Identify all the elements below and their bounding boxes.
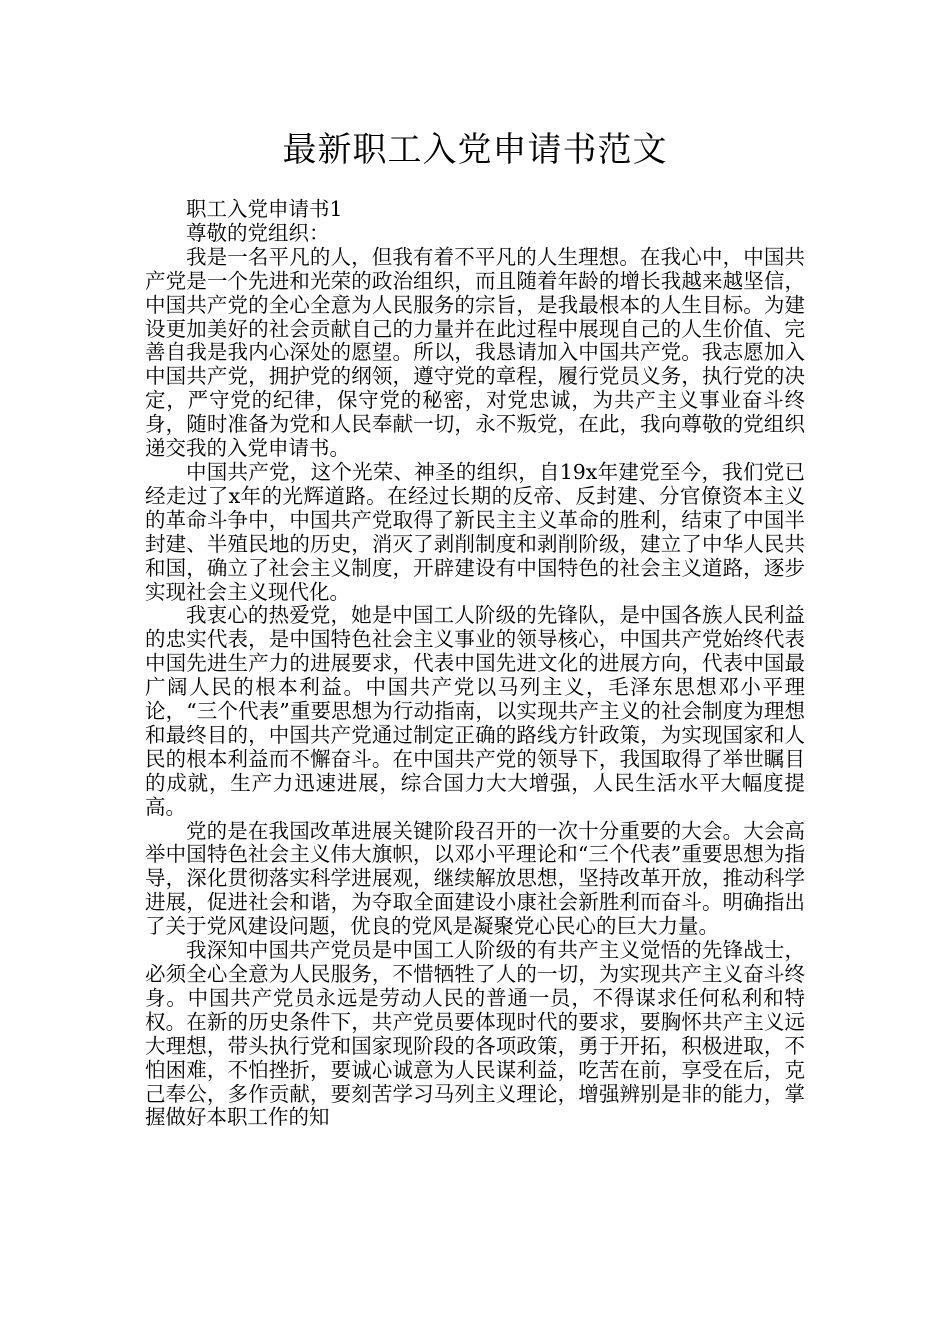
paragraph-5: 我深知中国共产党员是中国工人阶级的有共产主义觉悟的先锋战士，必须全心全意为人民服务，不惜牺牲了人的一切，为实现共产主义奋斗终身。中国共产党员永远是劳动人民的普通一员，不得谋求任何私利和特权。在新的历史条件下，共产党员要体现时代的要求，要胸怀共产主义远大理想，带头执行党和国家现阶段的各项政策，勇于开拓，积极进取，不怕困难，不怕挫折，要诚心诚意为人民谋利益，吃苦在前，享受在后，克己奉公，多作贡献，要刻苦学习马列主义理论，增强辨别是非的能力，掌握做好本职工作的知 (145, 938, 805, 1130)
document-body (145, 198, 805, 1130)
paragraph-2: 中国共产党，这个光荣、神圣的组织，自19x年建党至今，我们党已经走过了x年的光辉道路。在经过长期的反帝、反封建、分官僚资本主义的革命斗争中，中国共产党取得了新民主主义革命的胜利，结束了中国半封建、半殖民地的历史，消灭了剥削制度和剥削阶级，建立了中华人民共和国，确立了社会主义制度，开辟建设有中国特色的社会主义道路，逐步实现社会主义现代化。 (145, 459, 805, 604)
document-title: 最新职工入党申请书范文 (282, 130, 668, 170)
section-heading: 职工入党申请书1 (186, 197, 343, 221)
paragraph-4: 党的是在我国改革进展关键阶段召开的一次十分重要的大会。大会高举中国特色社会主义伟大旗帜，以邓小平理论和“三个代表”重要思想为指导，深化贯彻落实科学进展观，继续解放思想，坚持改革开放，推动科学进展，促进社会和谐，为夺取全面建设小康社会新胜利而奋斗。明确指出了关于党风建设问题，优良的党风是凝聚党心民心的巨大力量。 (145, 818, 805, 939)
paragraph-1: 我是一名平凡的人，但我有着不平凡的人生理想。在我心中，中国共产党是一个先进和光荣的政治组织，而且随着年龄的增长我越来越坚信，中国共产党的全心全意为人民服务的宗旨，是我最根本的人生目标。为建设更加美好的社会贡献自己的力量并在此过程中展现自己的人生价值、完善自我是我内心深处的愿望。所以，我恳请加入中国共产党。我志愿加入中国共产党，拥护党的纲领，遵守党的章程，履行党员义务，执行党的决定，严守党的纪律，保守党的秘密，对党忠诚，为共产主义事业奋斗终身，随时准备为党和人民奉献一切，永不叛党，在此，我向尊敬的党组织递交我的入党申请书。 (145, 244, 805, 461)
salutation: 尊敬的党组织： (186, 220, 330, 245)
paragraph-3: 我衷心的热爱党，她是中国工人阶级的先锋队，是中国各族人民利益的忠实代表，是中国特色社会主义事业的领导核心，中国共产党始终代表中国先进生产力的进展要求，代表中国先进文化的进展方向，代表中国最广阔人民的根本利益。中国共产党以马列主义，毛泽东思想邓小平理论，“三个代表”重要思想为行动指南，以实现共产主义的社会制度为理想和最终目的，中国共产党通过制定正确的路线方针政策，为实现国家和人民的根本利益而不懈奋斗。在中国共产党的领导下，我国取得了举世瞩目的成就，生产力迅速进展，综合国力大大增强，人民生活水平大幅度提高。 (145, 603, 805, 819)
